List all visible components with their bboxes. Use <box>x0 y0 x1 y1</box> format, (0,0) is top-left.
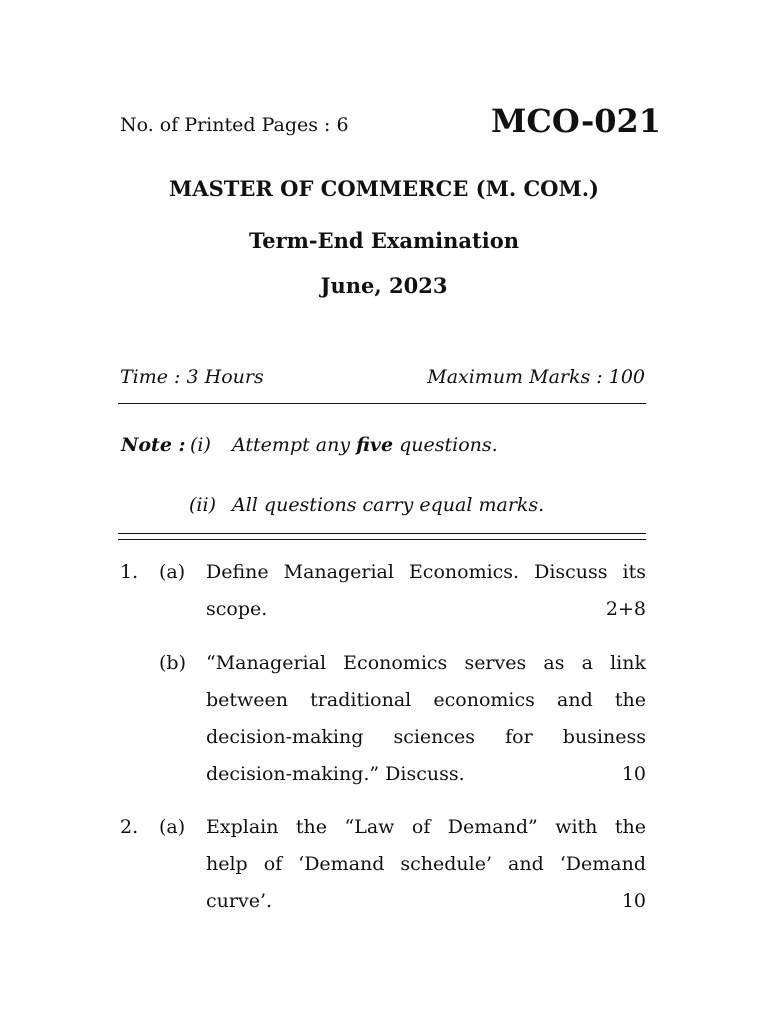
note-item-2-text: All questions carry equal marks. <box>232 494 545 516</box>
note-item-1-number: (i) <box>190 434 211 456</box>
question-2a-line-2: help of ‘Demand schedule’ and ‘Demand <box>206 853 646 875</box>
double-divider-bottom <box>118 539 646 540</box>
question-1a-line-2 <box>206 598 646 620</box>
exam-session: June, 2023 <box>320 273 448 298</box>
question-1b-line-3: decision-making sciences for business <box>206 726 646 748</box>
note-label: Note : <box>121 434 186 456</box>
max-marks-label: Maximum Marks : 100 <box>427 366 645 388</box>
note-item-1-post: questions. <box>393 434 498 456</box>
question-2a-marks: 10 <box>621 890 646 912</box>
note-item-1 <box>190 434 211 456</box>
question-1a-marks: 2+8 <box>605 598 646 620</box>
question-1a-line-2-text: scope. <box>206 598 268 620</box>
question-2a-line-1: Explain the “Law of Demand” with the <box>206 816 646 838</box>
note-item-1-bold: five <box>356 434 394 456</box>
divider <box>118 403 646 404</box>
question-1b-line-1: “Managerial Economics serves as a link <box>206 652 646 674</box>
double-divider-top <box>118 533 646 534</box>
note-item-1-pre: Attempt any <box>232 434 357 456</box>
exam-title: Term-End Examination <box>248 228 519 253</box>
question-1a-label: (a) <box>159 561 186 583</box>
question-1-number: 1. <box>120 561 139 583</box>
note-item-1-text <box>232 434 498 456</box>
question-2-number: 2. <box>120 816 139 838</box>
question-2a-line-3-text: curve’. <box>206 890 273 912</box>
question-1b-line-4-text: decision-making.” Discuss. <box>206 763 465 785</box>
question-1b-line-4 <box>206 763 646 785</box>
degree-title: MASTER OF COMMERCE (M. COM.) <box>169 176 599 201</box>
time-label: Time : 3 Hours <box>120 366 264 388</box>
note-item-2-number: (ii) <box>189 494 216 516</box>
paper-code: MCO-021 <box>491 102 662 140</box>
question-2a-line-3 <box>206 890 646 912</box>
question-1a-line-1: Define Managerial Economics. Discuss its <box>206 561 646 583</box>
question-1b-line-2: between traditional economics and the <box>206 689 646 711</box>
question-2a-label: (a) <box>159 816 186 838</box>
printed-pages-label: No. of Printed Pages : 6 <box>120 114 349 136</box>
question-1b-label: (b) <box>159 652 186 674</box>
question-1b-marks: 10 <box>621 763 646 785</box>
